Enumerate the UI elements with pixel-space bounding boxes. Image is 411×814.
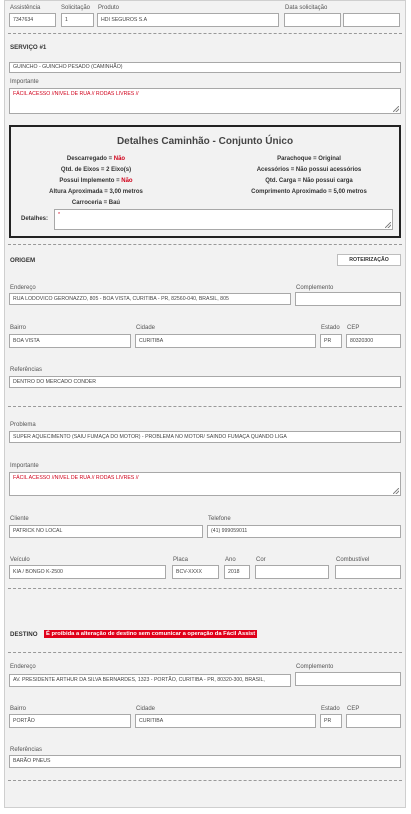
cep-label: CEP [347,325,360,331]
divider [8,652,402,653]
assistencia-field[interactable]: 7347634 [9,13,56,27]
problema-field[interactable]: SUPER AQUECIMENTO (SAIU FUMAÇA DO MOTOR) - PROBLEMA NO MOTOR/ SAINDO FUMAÇA QUANDO LIGA [9,431,401,443]
produto-label: Produto [98,5,120,11]
importante-text: FÁCIL ACESSO //NIVEL DE RUA // RODAS LIVRES // [13,91,139,97]
importante-textarea[interactable] [9,88,401,114]
roteirizacao-button[interactable]: ROTEIRIZAÇÃO [337,254,401,266]
cep-label: CEP [347,706,360,712]
importante-label: Importante [10,463,39,469]
endereco-label: Endereço [10,285,36,291]
truck-eixos: Qtd. de Eixos = 2 Eixo(s) [60,167,132,173]
origem-bairro-field[interactable]: BOA VISTA [9,334,131,348]
placa-label: Placa [173,557,189,563]
detalhes-textarea[interactable] [54,209,393,230]
origem-cep-field[interactable]: 80320300 [346,334,401,348]
destino-title: DESTINO [10,631,38,638]
resize-grip-icon[interactable] [393,106,399,112]
cidade-label: Cidade [136,706,156,712]
telefone-field[interactable]: (41) 999059011 [207,525,401,538]
resize-grip-icon[interactable] [385,222,391,228]
destino-endereco-field[interactable]: AV. PRESIDENTE ARTHUR DA SILVA BERNARDES, 1323 - PORTÃO, CURITIBA - PR, 80320-300, BRASIL, [9,674,291,687]
hora-solicitacao-field[interactable] [343,13,400,27]
problema-importante-text: FÁCIL ACESSO //NIVEL DE RUA // RODAS LIVRES // [13,475,139,481]
servico-title: SERVIÇO #1 [10,44,47,51]
complemento-label: Complemento [296,285,334,291]
combustivel-label: Combustível [336,557,370,563]
truck-descarregado: Descarregado = Não [66,156,126,162]
origem-title: ORIGEM [10,257,36,264]
origem-cidade-field[interactable]: CURITIBA [135,334,316,348]
problema-label: Problema [10,422,36,428]
detalhes-label: Detalhes: [21,216,49,222]
endereco-label: Endereço [10,664,36,670]
cor-label: Cor [256,557,266,563]
truck-parachoque: Parachoque = Original [277,156,341,162]
origem-referencias-field[interactable]: DENTRO DO MERCADO CONDER [9,376,401,388]
data-solicitacao-field[interactable] [284,13,341,27]
detalhes-text: * [58,212,61,218]
estado-label: Estado [321,325,340,331]
destino-complemento-field[interactable] [295,672,401,686]
importante-label: Importante [10,79,39,85]
divider [8,244,402,245]
divider [8,33,402,34]
ano-label: Ano [225,557,236,563]
referencias-label: Referências [10,367,43,373]
combustivel-field[interactable] [335,565,401,579]
bairro-label: Bairro [10,706,27,712]
servico-field[interactable]: GUINCHO - GUINCHO PESADO (CAMINHÃO) [9,62,401,73]
destino-warning-badge: É proibida a alteração de destino sem comunicar a operação da Fácil Assist [46,631,256,637]
solicitacao-label: Solicitação [61,5,91,11]
estado-label: Estado [321,706,340,712]
destino-cidade-field[interactable]: CURITIBA [135,714,316,728]
referencias-label: Referências [10,747,43,753]
divider [8,588,402,589]
cliente-label: Cliente [10,516,29,522]
destino-bairro-field[interactable]: PORTÃO [9,714,131,728]
cidade-label: Cidade [136,325,156,331]
bairro-label: Bairro [10,325,27,331]
divider [8,780,402,781]
complemento-label: Complemento [296,664,334,670]
truck-carga: Qtd. Carga = Não possui carga [265,178,353,184]
destino-estado-field[interactable]: PR [320,714,342,728]
truck-details-box [9,125,401,238]
truck-altura: Altura Aproximada = 3,00 metros [49,189,143,195]
origem-complemento-field[interactable] [295,292,401,306]
placa-field[interactable]: BCV-XXXX [172,565,219,579]
origem-endereco-field[interactable]: RUA LODOVICO GERONAZZO, 805 - BOA VISTA, CURITIBA - PR, 82560-040, BRASIL, 805 [9,293,291,305]
destino-referencias-field[interactable]: BARÃO PNEUS [9,755,401,768]
resize-grip-icon[interactable] [393,488,399,494]
veiculo-field[interactable]: KIA / BONGO K-2500 [9,565,166,579]
truck-acessorios: Acessórios = Não possui acessórios [256,167,362,173]
ano-field[interactable]: 2018 [224,565,250,579]
assistencia-label: Assistência [10,5,41,11]
truck-comprimento: Comprimento Aproximado = 5,00 metros [251,189,367,195]
origem-estado-field[interactable]: PR [320,334,342,348]
truck-details-title: Detalhes Caminhão - Conjunto Único [116,136,294,147]
solicitacao-field[interactable]: 1 [61,13,94,27]
destino-cep-field[interactable] [346,714,401,728]
problema-importante-textarea[interactable] [9,472,401,496]
cliente-field[interactable]: PATRICK NO LOCAL [9,525,203,538]
truck-carroceria: Carroceria = Baú [71,200,121,206]
cor-field[interactable] [255,565,329,579]
data-solicitacao-label: Data solicitação [285,5,328,11]
divider [8,406,402,407]
produto-field[interactable]: HDI SEGUROS S.A [97,13,279,27]
telefone-label: Telefone [208,516,231,522]
veiculo-label: Veículo [10,557,30,563]
truck-implemento: Possui Implemento = Não [59,178,133,184]
